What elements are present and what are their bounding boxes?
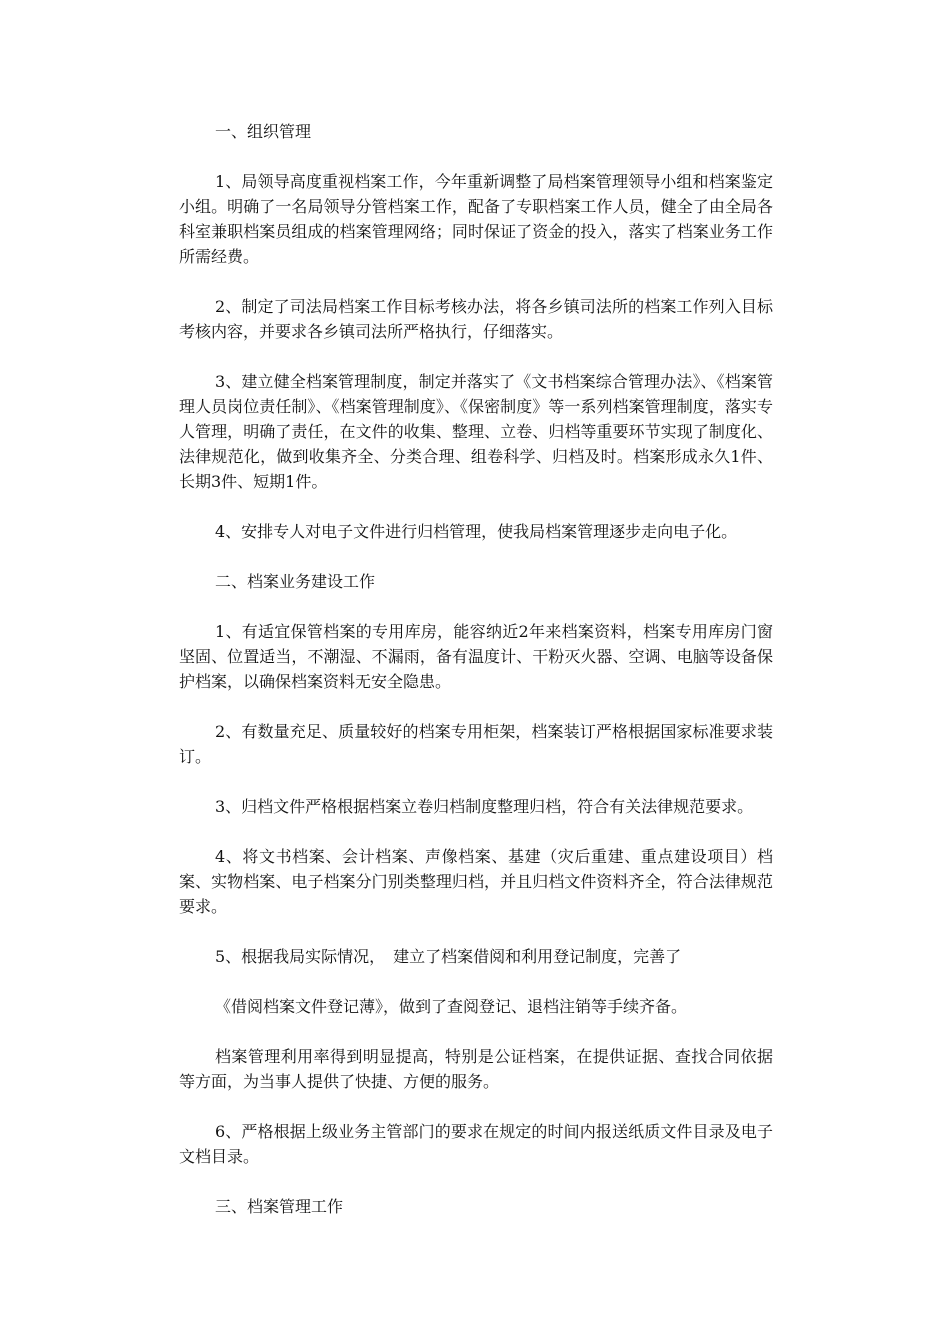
paragraph: 3、建立健全档案管理制度，制定并落实了《文书档案综合管理办法》、《档案管理人员岗位责任制》、《档案管理制度》、《保密制度》等一系列档案管理制度，落实专人管理，明确了责任，在文件的收集、整理、立卷、归档等重要环节实现了制度化、法律规范化，做到收集齐全、分类合理、组卷科学、归档及时。档案形成永久1件、长期3件、短期1件。 xyxy=(179,372,773,491)
paragraph: 3、归档文件严格根据档案立卷归档制度整理归档，符合有关法律规范要求。 xyxy=(215,797,754,816)
paragraph: 5、根据我局实际情况， 建立了档案借阅和利用登记制度，完善了 xyxy=(215,947,682,966)
section-heading: 二、档案业务建设工作 xyxy=(215,572,376,591)
paragraph: 2、有数量充足、质量较好的档案专用柜架，档案装订严格根据国家标准要求装订。 xyxy=(179,722,773,766)
paragraph: 4、安排专人对电子文件进行归档管理，使我局档案管理逐步走向电子化。 xyxy=(215,522,738,541)
section-heading: 三、档案管理工作 xyxy=(215,1197,344,1216)
paragraph: 6、严格根据上级业务主管部门的要求在规定的时间内报送纸质文件目录及电子文档目录。 xyxy=(179,1122,773,1166)
paragraph: 1、有适宜保管档案的专用库房，能容纳近2年来档案资料，档案专用库房门窗坚固、位置适当，不潮湿、不漏雨，备有温度计、干粉灭火器、空调、电脑等设备保护档案，以确保档案资料无安全隐患。 xyxy=(179,622,773,691)
paragraph: 《借阅档案文件登记薄》，做到了查阅登记、退档注销等手续齐备。 xyxy=(215,997,688,1016)
document-page xyxy=(179,119,773,1244)
paragraph: 档案管理利用率得到明显提高，特别是公证档案，在提供证据、查找合同依据等方面，为当事人提供了快捷、方便的服务。 xyxy=(179,1047,773,1091)
paragraph: 1、局领导高度重视档案工作，今年重新调整了局档案管理领导小组和档案鉴定小组。明确了一名局领导分管档案工作，配备了专职档案工作人员，健全了由全局各科室兼职档案员组成的档案管理网络；同时保证了资金的投入，落实了档案业务工作所需经费。 xyxy=(179,172,773,266)
section-heading: 一、组织管理 xyxy=(215,122,312,141)
paragraph: 4、将文书档案、会计档案、声像档案、基建（灾后重建、重点建设项目）档案、实物档案、电子档案分门别类整理归档，并且归档文件资料齐全，符合法律规范要求。 xyxy=(179,847,773,916)
paragraph: 2、制定了司法局档案工作目标考核办法，将各乡镇司法所的档案工作列入目标考核内容，并要求各乡镇司法所严格执行，仔细落实。 xyxy=(179,297,773,341)
